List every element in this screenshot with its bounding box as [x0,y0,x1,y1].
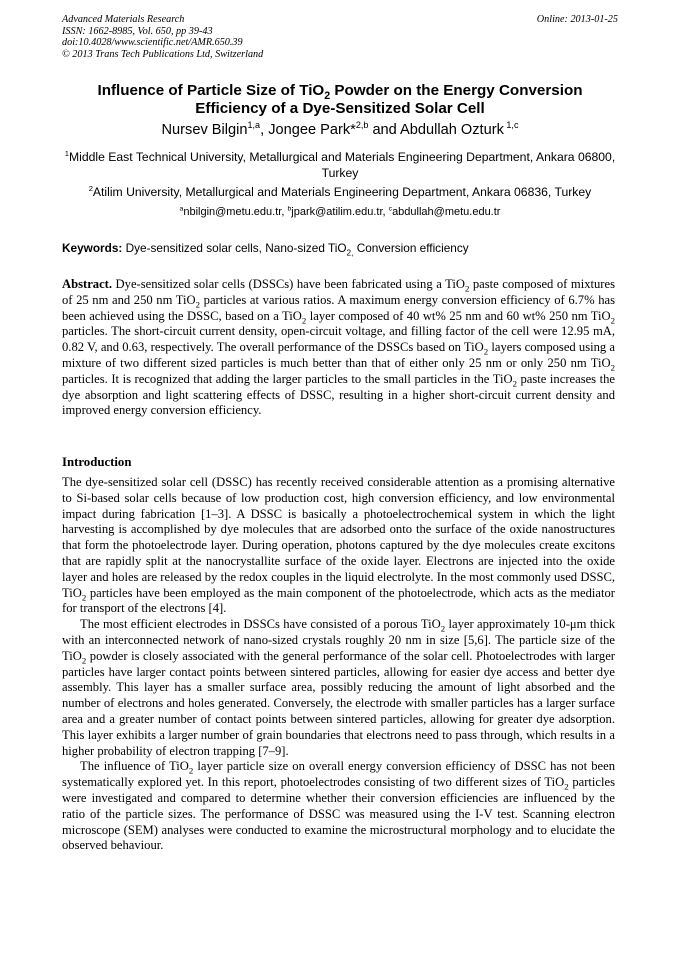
paper-title [62,82,618,117]
title-subscript: 2 [324,90,331,103]
title-part-1: Influence of Particle Size of TiO [97,82,325,99]
intro-paragraph-3 [62,759,615,854]
subscript: 2 [81,655,87,666]
abstract-text: layer composed of 40 wt% 25 nm and 60 wt% 250 nm TiO [306,308,611,323]
paragraph-text: particles have been employed as the main component of the photoelectrode, which acts as the mediator for transport of the electrons [4]. [62,585,615,616]
subscript: 2 [464,283,470,294]
paragraph-text: The most efficient electrodes in DSSCs have consisted of a porous TiO [80,617,441,632]
subscript: 2 [512,378,517,389]
subscript: 2 [610,362,615,373]
subscript: 2 [195,299,201,310]
affiliation-2-text: Atilim University, Metallurgical and Materials Engineering Department, Ankara 06836, Turkey [92,185,592,199]
paragraph-text: layer particle size on overall energy conversion efficiency of DSSC has not been systematically explored yet. In this report, photoelectrodes consisting of two different sizes of TiO [62,759,616,790]
email-b: jpark@atilim.edu.tr [291,206,383,218]
subscript: 2 [301,315,307,326]
abstract [62,277,615,419]
abstract-text: particles. It is recognized that adding the larger particles to the small particles in the TiO [62,371,513,386]
section-heading-introduction: Introduction [62,455,132,469]
author-separator: and [368,122,401,138]
paragraph-text: The influence of TiO [80,759,189,774]
email-b-marker: b [287,205,292,213]
email-line: $^a$nbilgin@metu.edu.tr, $^b$jpark@atilim.edu.tr, $^c$abdullah@metu.edu.tr [179,205,501,218]
author-1: Nursev Bilgin [161,122,248,138]
keywords-text: Dye-sensitized solar cells, Nano-sized TiO [122,241,347,255]
subscript: 2 [188,765,194,776]
intro-paragraph-1 [62,475,615,617]
email-c: abdullah@metu.edu.tr [392,206,501,218]
subscript: 2 [440,623,446,634]
author-1-affil: 1,a [247,120,261,131]
abstract-text: particles. The short-circuit current density, open-circuit voltage, and filling factor of the cell were 12.95 mA, 0.82 V, and 0.63, respectively. The overall performance of the DSSCs based on TiO [62,324,615,355]
email-a: nbilgin@metu.edu.tr [183,206,282,218]
subscript: 2 [483,346,489,357]
subscript: 2 [81,592,87,603]
author-separator: , [260,122,269,138]
abstract-text: paste composed of mixtures of 25 nm and 250 nm TiO [62,277,615,307]
journal-header [62,14,618,60]
abstract-text: paste increases the dye absorption and light scattering effects of DSSC, resulting in a higher short-circuit current density and improved energy conversion efficiency. [62,371,616,418]
introduction-body [62,475,615,854]
author-2-affil: 2,b [355,120,369,131]
author-3: Abdullah Ozturk [400,122,504,138]
abstract-text: Dye-sensitized solar cells (DSSCs) have been fabricated using a TiO [112,277,465,291]
online-date: Online: 2013-01-25 [536,14,618,25]
keywords-text-end: Conversion efficiency [353,241,469,255]
author-list [62,121,618,139]
affiliation-1-number: 1 [64,148,69,158]
paragraph-text: layer approximately 10-μm thick with an interconnected network of nano-sized crystals roughly 20 nm in size [5,6]. The particle size of the TiO [62,617,615,663]
title-part-2: Powder on the Energy Conversion Efficiency of a Dye-Sensitized Solar Cell [195,82,583,117]
author-2: Jongee Park* [268,122,356,138]
doi-line: doi:10.4028/www.scientific.net/AMR.650.39 [62,37,243,49]
affiliation-2-number: 2 [88,183,93,193]
keywords [62,241,618,258]
email-a-marker: a [179,205,184,213]
keywords-label: Keywords: [62,241,123,255]
issn-line: ISSN: 1662-8985, Vol. 650, pp 39-43 [62,25,213,37]
keywords-subscript: 2, [346,248,354,258]
abstract-text: layers composed using a mixture of two different sized particles is much better than that of either only 25 nm or only 250 nm TiO [62,340,616,370]
subscript: 2 [610,315,615,326]
intro-paragraph-2 [62,617,615,759]
paragraph-text: The dye-sensitized solar cell (DSSC) has recently received considerable attention as a promising alternative to Si-based solar cells because of low production cost, high conversion efficiency, and low environmental impact during fabrication [1–3]. A DSSC is basically a photoelectrochemical system in which the light harvesting is accomplished by dye molecules that are adsorbed onto the surface of the oxide nanostructures that form the photoelectrode layer. During operation, photons captured by the dye molecules create excitons that are rapidly split at the nanocrystallite surface of the oxide layer. Electrons are injected into the oxide layer and holes are released by the redox couples in the liquid electrolyte. In the most commonly used DSSC, TiO [62,475,615,600]
abstract-label: Abstract. [62,277,113,291]
affiliation-2 [62,185,618,201]
abstract-text: particles at various ratios. A maximum energy conversion efficiency of 6.7% has been achieved using the DSSC, based on a TiO [62,292,615,323]
paragraph-text: particles were investigated and compared to determine whether their conversion efficiencies are influenced by the ratio of the particle sizes. The performance of DSSC was measured using the I-V test. Scanning electron microscope (SEM) analyses were conducted to examine the microstructural morphology and to elucidate the observed behaviour. [62,775,616,853]
copyright-line: © 2013 Trans Tech Publications Ltd, Switzerland [62,48,264,60]
affiliation-1-text: Middle East Technical University, Metallurgical and Materials Engineering Department, Ankara 06800, Turkey [68,150,616,180]
paragraph-text: powder is closely associated with the general performance of the solar cell. Photoelectrodes with larger particles have larger contact points between sintered particles, allowing for easier dye access and better dye assembly. This layer has a smaller surface area, possibly reducing the amount of light absorbed and the number of electrons and holes generated. Conversely, the electrode with smaller particles has a larger surface area and a greater number of contact points between sintered particles, allowing for greater dye adsorption. This layer exhibits a larger number of grain boundaries that electrons need to pass through, which results in a higher probability of electron trapping [7–9]. [62,648,615,758]
author-3-affil: 1,c [503,120,519,131]
subscript: 2 [564,781,569,792]
email-c-marker: c [388,205,393,213]
journal-name: Advanced Materials Research [62,14,185,25]
affiliation-1 [62,150,618,181]
